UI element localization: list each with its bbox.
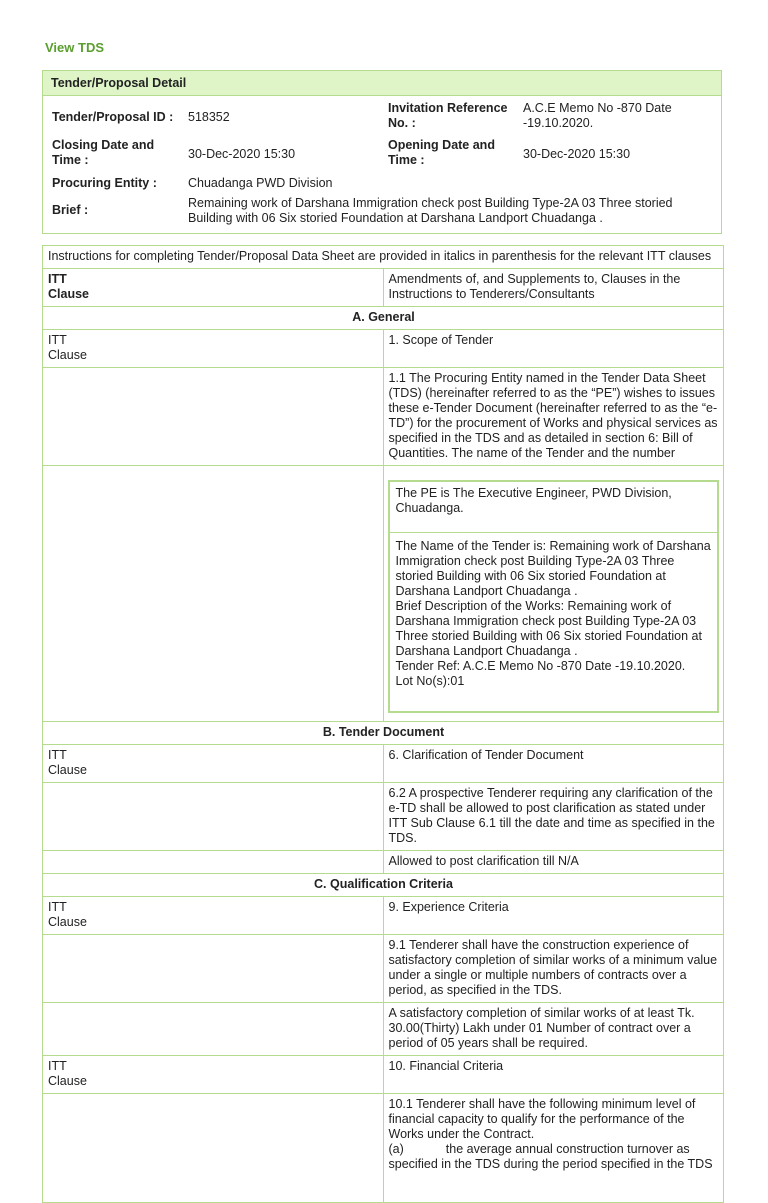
section-c-heading: C. Qualification Criteria [43,874,724,897]
empty-cell [43,935,384,1003]
table-row [43,1056,724,1094]
itt-label: ITT [48,748,67,762]
detail-header: Tender/Proposal Detail [43,71,721,96]
table-row [43,783,724,851]
clause-label: Clause [48,763,87,777]
empty-cell [43,783,384,851]
clarification-title: 6. Clarification of Tender Document [383,745,724,783]
tender-info-cell [383,466,724,722]
tds-table [42,245,724,1203]
itt-clause-cell [43,330,384,368]
table-row [43,745,724,783]
section-b-heading: B. Tender Document [43,722,724,745]
itt-clause-cell [43,1056,384,1094]
itt-label: ITT [48,900,67,914]
clause-label: Clause [48,348,87,362]
table-row [43,1003,724,1056]
table-row [43,368,724,466]
tender-name-line: The Name of the Tender is: Remaining work of Darshana Immigration check post Building Type-2A 03 Three storied Building with 06 Six storied Foundation at Darshana Landport Chuadanga . [395,539,711,598]
scope-title: 1. Scope of Tender [383,330,724,368]
empty-cell [43,368,384,466]
empty-cell [43,1003,384,1056]
invitation-ref-label: Invitation Reference No. : [388,101,508,130]
itt-label: ITT [48,272,67,286]
empty-cell [43,466,384,722]
table-row [43,722,724,745]
tender-id-value: 518352 [188,110,230,124]
itt-clause-cell [43,745,384,783]
table-row [43,851,724,874]
experience-title: 9. Experience Criteria [383,897,724,935]
financial-item-a [389,1142,720,1172]
brief-label: Brief : [52,203,89,217]
table-row [43,935,724,1003]
brief-value: Remaining work of Darshana Immigration check post Building Type-2A 03 Three storied Building with 06 Six storied Foundation at Darshana Landport Chuadanga . [188,196,673,225]
clause-label: Clause [48,915,87,929]
closing-date-label: Closing Date and Time : [52,138,155,167]
section-a-heading: A. General [43,307,724,330]
tender-info-box [388,480,720,713]
scope-text: 1.1 The Procuring Entity named in the Tender Data Sheet (TDS) (hereinafter referred to as the “PE”) wishes to issues these e-Tender Document (hereinafter referred to as the “e-TD”) for the procurement of Works and physical services as specified in the TDS and as detailed in section 6: Bill of Quantities. The name of the Tender and the number [383,368,724,466]
table-row [43,897,724,935]
table-row [43,330,724,368]
invitation-ref-value: A.C.E Memo No -870 Date -19.10.2020. [523,101,672,130]
procuring-entity-value: Chuadanga PWD Division [188,176,333,190]
brief-description-line: Brief Description of the Works: Remaining work of Darshana Immigration check post Building Type-2A 03 Three storied Building with 06 Six storied Foundation at Darshana Landport Chuadanga . [395,599,702,658]
tender-ref-line: Tender Ref: A.C.E Memo No -870 Date -19.10.2020. [395,659,686,673]
financial-title: 10. Financial Criteria [383,1056,724,1094]
table-row [43,466,724,722]
itt-label: ITT [48,333,67,347]
clarification-value: Allowed to post clarification till N/A [383,851,724,874]
clause-label: Clause [48,287,89,301]
item-a-text: the average annual construction turnover as specified in the TDS during the period specified in the TDS [388,1142,713,1171]
item-a-marker: (a) [388,1142,404,1156]
page-title: View TDS [45,40,105,55]
clause-label: Clause [48,1074,87,1088]
tender-description [390,533,718,711]
clarification-text: 6.2 A prospective Tenderer requiring any clarification of the e-TD shall be allowed to post clarification as stated under ITT Sub Clause 6.1 till the date and time as specified in the TDS. [383,783,724,851]
financial-text: 10.1 Tenderer shall have the following minimum level of financial capacity to qualify for the performance of the Works under the Contract. [388,1097,696,1141]
tender-detail-panel [42,70,722,234]
experience-value: A satisfactory completion of similar works of at least Tk. 30.00(Thirty) Lakh under 01 Number of contract over a period of 05 years shall be required. [383,1003,724,1056]
tender-id-label: Tender/Proposal ID : [52,110,174,124]
instructions-text: Instructions for completing Tender/Proposal Data Sheet are provided in italics in parenthesis for the relevant ITT clauses [43,246,724,269]
table-row [43,246,724,269]
lot-line: Lot No(s):01 [395,674,465,688]
table-row [43,874,724,897]
itt-clause-cell [43,897,384,935]
empty-cell [43,1094,384,1203]
table-row [43,269,724,307]
table-row [43,1094,724,1203]
table-row [43,307,724,330]
closing-date-value: 30-Dec-2020 15:30 [188,147,296,161]
procuring-entity-label: Procuring Entity : [52,176,157,190]
itt-label: ITT [48,1059,67,1073]
financial-cell [383,1094,724,1203]
experience-text: 9.1 Tenderer shall have the construction experience of satisfactory completion of similar works of a minimum value under a single or multiple numbers of contracts over a period, as specified in the TDS. [383,935,724,1003]
opening-date-label: Opening Date and Time : [388,138,495,167]
pe-text: The PE is The Executive Engineer, PWD Division, Chuadanga. [390,482,718,533]
amendments-header: Amendments of, and Supplements to, Clauses in the Instructions to Tenderers/Consultants [383,269,724,307]
empty-cell [43,851,384,874]
itt-clause-header [43,269,384,307]
opening-date-value: 30-Dec-2020 15:30 [523,147,631,161]
